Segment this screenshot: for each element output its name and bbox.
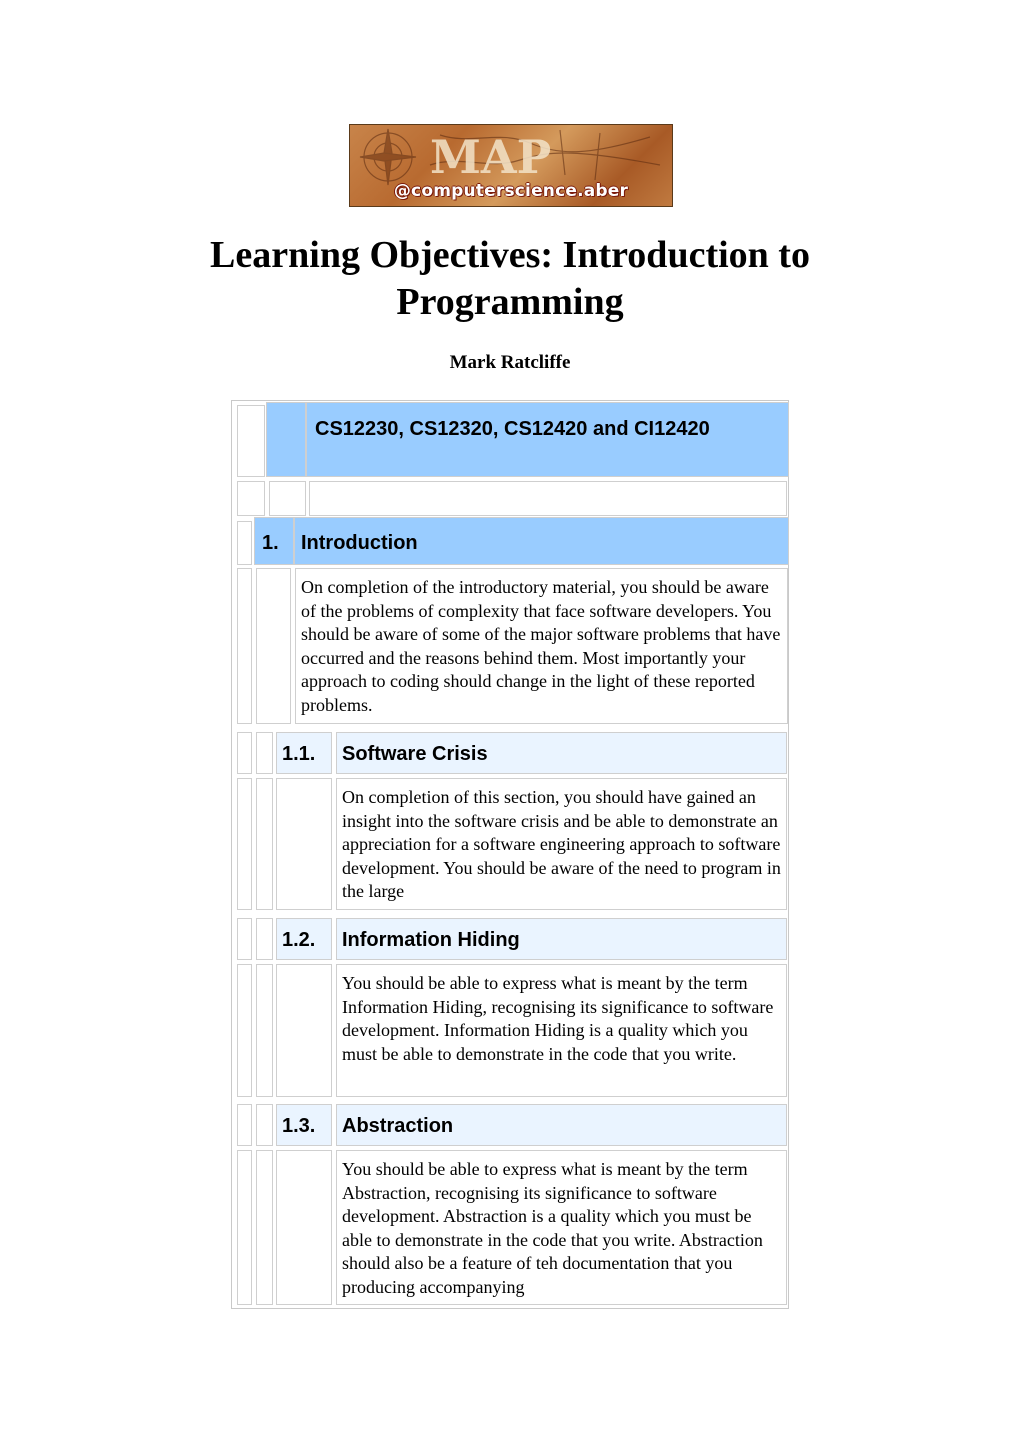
table-spacer-cell	[237, 778, 252, 910]
section-heading: Introduction	[294, 517, 789, 565]
author-name: Mark Ratcliffe	[449, 352, 571, 373]
table-spacer-cell	[269, 481, 306, 516]
table-spacer-cell	[256, 1150, 273, 1305]
table-spacer-cell	[256, 1104, 273, 1146]
section-number: 1.1.	[276, 732, 332, 774]
section-heading: Abstraction	[336, 1104, 787, 1146]
logo-text: @computerscience.aber	[393, 181, 629, 201]
course-codes-header: CS12230, CS12320, CS12420 and CI12420	[306, 402, 789, 477]
table-spacer-cell	[256, 778, 273, 910]
table-spacer-cell	[237, 964, 252, 1097]
section-number: 1.2.	[276, 918, 332, 960]
table-spacer-cell	[276, 1150, 332, 1305]
page-title: Learning Objectives: Introduction to Programming	[210, 234, 810, 323]
table-spacer-cell	[237, 481, 265, 516]
table-spacer-cell	[237, 918, 252, 960]
table-spacer-cell	[237, 1150, 252, 1305]
table-spacer-cell	[266, 402, 306, 477]
section-body: On completion of this section, you should have gained an insight into the software crisis and be able to demonstrate an appreciation for a software engineering approach to software development. You should be aware of the need to program in the large	[336, 778, 787, 910]
table-spacer-cell	[276, 964, 332, 1097]
table-spacer-cell	[309, 481, 787, 516]
table-spacer-cell	[237, 1104, 252, 1146]
table-spacer-cell	[256, 568, 291, 724]
table-spacer-cell	[237, 405, 265, 477]
table-spacer-cell	[256, 918, 273, 960]
section-heading: Software Crisis	[336, 732, 787, 774]
section-body: You should be able to express what is meant by the term Information Hiding, recognising its significance to software development. Information Hiding is a quality which you must be able to demonstrate in the code that you write.	[336, 964, 787, 1097]
section-number: 1.3.	[276, 1104, 332, 1146]
table-spacer-cell	[276, 778, 332, 910]
table-spacer-cell	[237, 568, 252, 724]
objectives-table	[231, 400, 789, 1309]
section-number: 1.	[254, 517, 294, 565]
table-spacer-cell	[256, 732, 273, 774]
table-spacer-cell	[237, 521, 252, 565]
section-body: On completion of the introductory material, you should be aware of the problems of complexity that face software developers. You should be aware of some of the major software problems that have occurred and the reasons behind them. Most importantly your approach to coding should change in the light of these reported problems.	[295, 568, 788, 724]
section-body: You should be able to express what is meant by the term Abstraction, recognising its significance to software development. Abstraction is a quality which you must be able to demonstrate in the code that you write. Abstraction should also be a feature of teh documentation that you producing accompanying	[336, 1150, 787, 1305]
logo-banner	[349, 124, 673, 207]
table-spacer-cell	[237, 732, 252, 774]
logo-watermark-glyphs: MAP	[430, 130, 552, 184]
section-heading: Information Hiding	[336, 918, 787, 960]
table-spacer-cell	[256, 964, 273, 1097]
